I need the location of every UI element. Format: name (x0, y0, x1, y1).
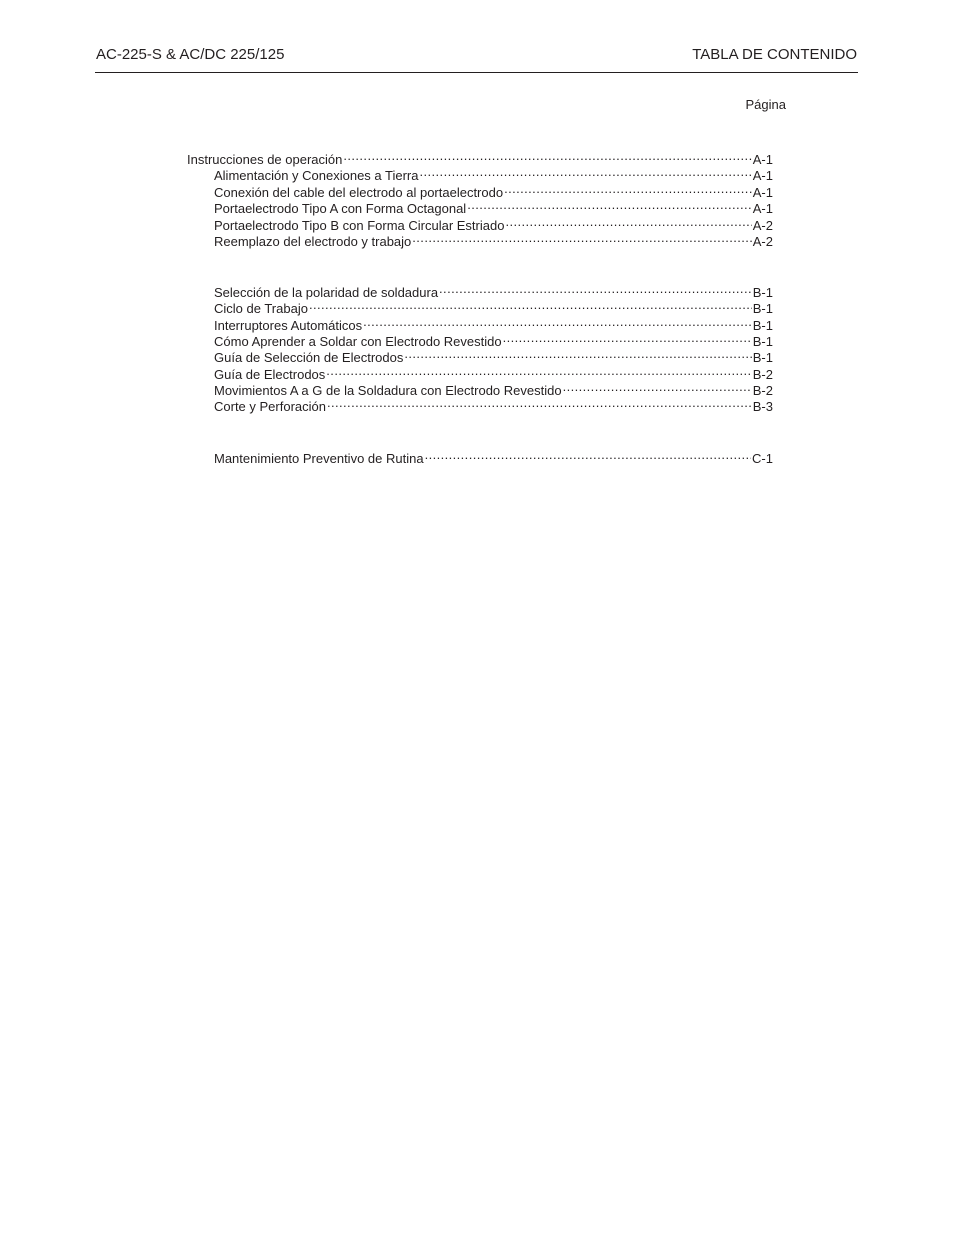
dot-leader (363, 314, 752, 330)
toc-entry-page: B-2 (752, 383, 773, 398)
toc-entry-page: B-1 (752, 350, 773, 365)
toc-entry-page: A-2 (752, 234, 773, 249)
dot-leader (563, 379, 752, 395)
dot-leader (412, 230, 751, 246)
toc-entry-title: Ciclo de Trabajo (214, 301, 308, 316)
toc-entry-mantenimiento[interactable] (214, 447, 773, 466)
toc-entry-page: B-1 (752, 318, 773, 333)
header-divider (95, 72, 858, 73)
toc-entry-ciclo-trabajo[interactable] (214, 297, 773, 316)
toc-entry-title: Cómo Aprender a Soldar con Electrodo Revestido (214, 334, 502, 349)
toc-entry-page: B-1 (752, 301, 773, 316)
page-header (96, 44, 858, 68)
toc-entry-page: A-1 (752, 201, 773, 216)
toc-entry-page: A-1 (752, 152, 773, 167)
toc-entry-title: Guía de Selección de Electrodos (214, 350, 404, 365)
toc-entry-page: B-2 (752, 367, 773, 382)
toc-entry-reemplazo[interactable] (214, 230, 773, 249)
toc-entry-page: B-1 (752, 285, 773, 300)
toc-entry-page: C-1 (752, 451, 773, 466)
dot-leader (467, 197, 752, 213)
dot-leader (425, 447, 751, 463)
toc-entry-guia-electrodos[interactable] (214, 363, 773, 382)
toc-entry-title: Reemplazo del electrodo y trabajo (214, 234, 412, 249)
dot-leader (309, 297, 752, 313)
toc-entry-title: Portaelectrodo Tipo B con Forma Circular Estriado (214, 218, 505, 233)
toc-entry-interruptores[interactable] (214, 314, 773, 333)
toc-entry-title: Guía de Electrodos (214, 367, 326, 382)
dot-leader (326, 363, 751, 379)
dot-leader (327, 395, 752, 411)
toc-entry-portaelectrodo-a[interactable] (214, 197, 773, 216)
toc-entry-corte[interactable] (214, 395, 773, 414)
toc-entry-title: Movimientos A a G de la Soldadura con Electrodo Revestido (214, 383, 562, 398)
toc-entry-page: A-1 (752, 168, 773, 183)
toc-entry-title: Portaelectrodo Tipo A con Forma Octagonal (214, 201, 467, 216)
toc-entry-title: Instrucciones de operación (187, 152, 343, 167)
toc-entry-title: Interruptores Automáticos (214, 318, 363, 333)
toc-entry-page: B-3 (752, 399, 773, 414)
dot-leader (420, 164, 752, 180)
toc-entry-page: A-1 (752, 185, 773, 200)
dot-leader (404, 346, 751, 362)
toc-entry-instrucciones[interactable] (187, 148, 773, 167)
toc-entry-polaridad[interactable] (214, 281, 773, 300)
dot-leader (504, 181, 752, 197)
dot-leader (343, 148, 751, 164)
toc-entry-movimientos[interactable] (214, 379, 773, 398)
section-title: TABLA DE CONTENIDO (692, 46, 857, 63)
page-column-label: Página (745, 97, 786, 112)
dot-leader (505, 214, 751, 230)
toc-entry-aprender-soldar[interactable] (214, 330, 773, 349)
dot-leader (439, 281, 752, 297)
toc-entry-title: Selección de la polaridad de soldadura (214, 285, 439, 300)
toc-entry-conexion-cable[interactable] (214, 181, 773, 200)
toc-entry-portaelectrodo-b[interactable] (214, 214, 773, 233)
toc-entry-page: A-2 (752, 218, 773, 233)
dot-leader (503, 330, 752, 346)
toc-entry-title: Mantenimiento Preventivo de Rutina (214, 451, 424, 466)
toc-entry-alimentacion[interactable] (214, 164, 773, 183)
toc-entry-title: Alimentación y Conexiones a Tierra (214, 168, 419, 183)
toc-entry-guia-seleccion[interactable] (214, 346, 773, 365)
toc-entry-title: Corte y Perforación (214, 399, 326, 414)
manual-model-title: AC-225-S & AC/DC 225/125 (96, 46, 285, 63)
toc-entry-page: B-1 (752, 334, 773, 349)
toc-entry-title: Conexión del cable del electrodo al portaelectrodo (214, 185, 504, 200)
